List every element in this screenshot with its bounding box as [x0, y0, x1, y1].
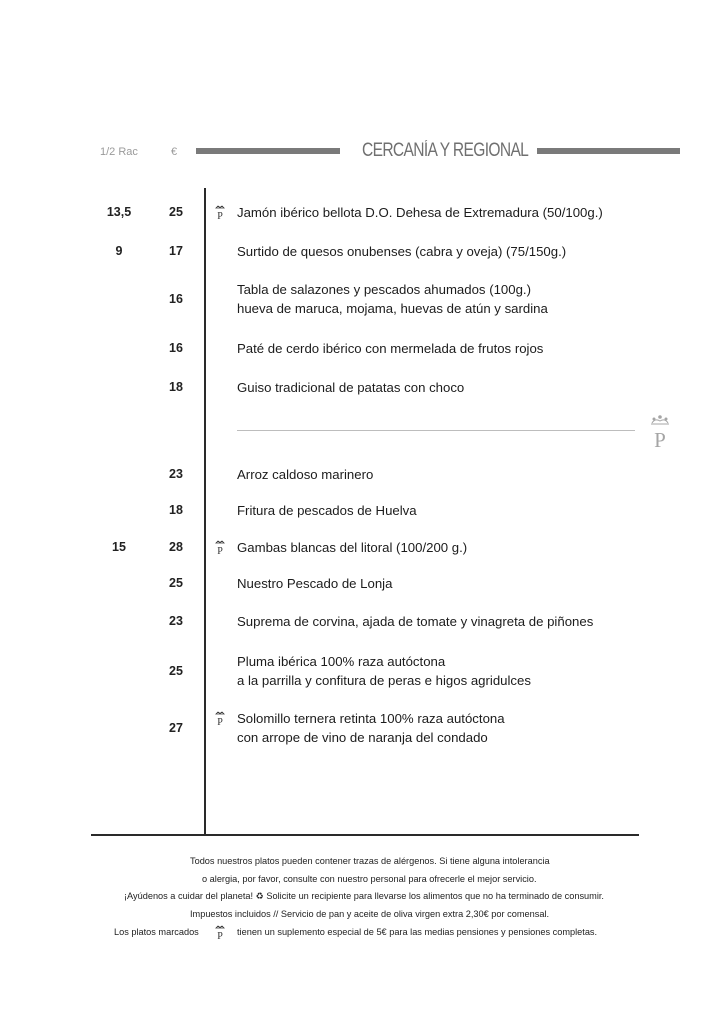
header-bar-right: [537, 148, 680, 154]
crown-p-icon: [213, 539, 227, 555]
svg-text:P: P: [654, 428, 666, 450]
full-price: 27: [169, 720, 183, 735]
full-price: 25: [169, 576, 183, 590]
taxes-notice: Impuestos incluidos // Servicio de pan y aceite de oliva virgen extra 2,30€ por comensal.: [190, 909, 550, 919]
svg-text:P: P: [217, 546, 223, 555]
dish-description: Paté de cerdo ibérico con mermelada de frutos rojos: [237, 341, 544, 356]
dish-description: hueva de maruca, mojama, huevas de atún y sardina: [237, 301, 548, 316]
dish-description: Guiso tradicional de patatas con choco: [237, 380, 465, 395]
dish-description: con arrope de vino de naranja del condado: [237, 730, 488, 745]
column-divider: [204, 188, 206, 836]
dish-description: Fritura de pescados de Huelva: [237, 503, 417, 518]
dish-description: a la parrilla y confitura de peras e higos agridulces: [237, 673, 531, 688]
full-price: 18: [169, 380, 183, 394]
crown-p-logo-icon: [646, 414, 674, 450]
half-price: 15: [112, 540, 126, 554]
dish-description: Arroz caldoso marinero: [237, 467, 374, 482]
section-title: CERCANÍA Y REGIONAL: [362, 140, 529, 161]
planet-notice: ¡Ayúdenos a cuidar del planeta! ♻ Solicite un recipiente para llevarse los alimentos que no ha terminado de consumir.: [124, 891, 604, 901]
full-price: 16: [169, 291, 183, 306]
svg-text:P: P: [217, 717, 223, 726]
allergen-notice: Todos nuestros platos pueden contener trazas de alérgenos. Si tiene alguna intolerancia: [190, 856, 550, 866]
dish-description: Tabla de salazones y pescados ahumados (100g.): [237, 282, 531, 297]
full-price: 17: [169, 244, 183, 258]
crown-p-icon: [213, 924, 227, 940]
dish-description: Surtido de quesos onubenses (cabra y oveja) (75/150g.): [237, 244, 567, 259]
euro-header: €: [171, 146, 178, 158]
full-price: 25: [169, 205, 183, 219]
full-price: 16: [169, 341, 183, 355]
allergen-notice-2: o alergia, por favor, consulte con nuestro personal para ofrecerle el mejor servicio.: [202, 874, 537, 884]
half-price: 9: [115, 244, 123, 258]
header-bar-left: [196, 148, 340, 154]
dish-description: Suprema de corvina, ajada de tomate y vinagreta de piñones: [237, 614, 594, 629]
dish-description: Nuestro Pescado de Lonja: [237, 576, 393, 591]
full-price: 25: [169, 663, 183, 678]
crown-p-icon: [213, 204, 227, 220]
supplement-prefix: Los platos marcados: [114, 927, 199, 937]
full-price: 23: [169, 467, 183, 481]
dish-description: Solomillo ternera retinta 100% raza autóctona: [237, 711, 505, 726]
crown-p-icon: [213, 710, 227, 726]
full-price: 18: [169, 503, 183, 517]
svg-text:P: P: [217, 931, 223, 940]
full-price: 28: [169, 540, 183, 554]
section-separator: [237, 430, 635, 431]
half-price: 13,5: [106, 205, 132, 219]
footer-divider: [91, 834, 639, 836]
supplement-suffix: tienen un suplemento especial de 5€ para las medias pensiones y pensiones completas.: [237, 927, 598, 937]
half-portion-header: 1/2 Rac: [100, 146, 138, 158]
dish-description: Gambas blancas del litoral (100/200 g.): [237, 540, 468, 555]
svg-text:P: P: [217, 211, 223, 220]
dish-description: Jamón ibérico bellota D.O. Dehesa de Extremadura (50/100g.): [237, 205, 603, 220]
full-price: 23: [169, 614, 183, 628]
dish-description: Pluma ibérica 100% raza autóctona: [237, 654, 446, 669]
